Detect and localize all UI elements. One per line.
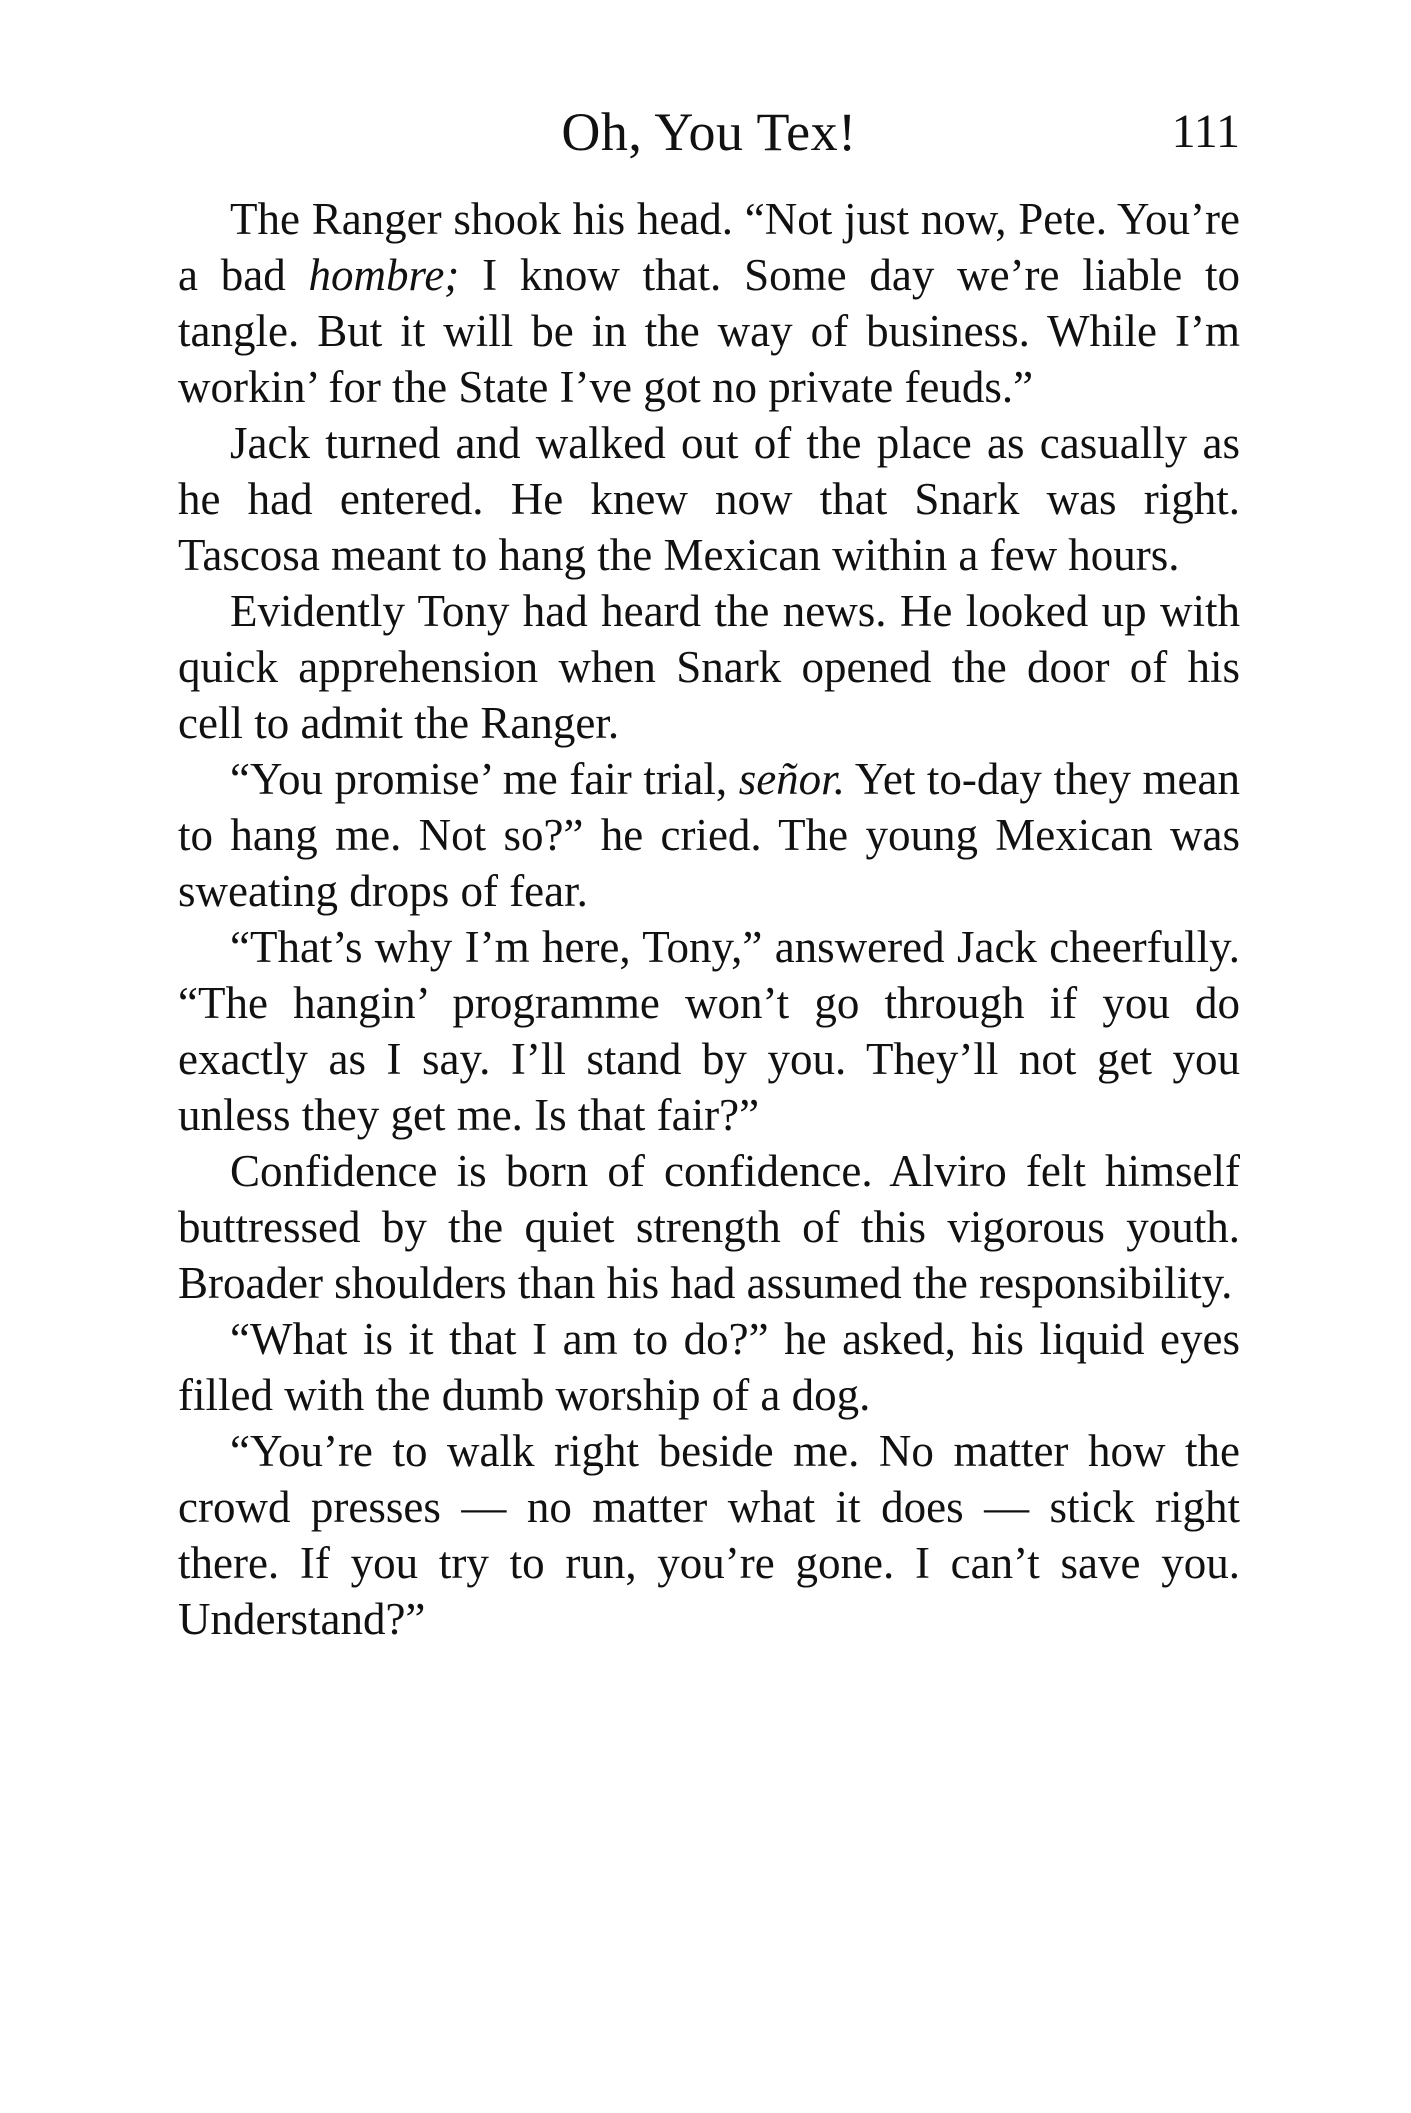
paragraph-text: Yet to-day they mean to hang me. Not so?” he cried. The young Mexican was sweating drops of fear.	[178, 754, 1240, 916]
paragraph-text: “You promise’ me fair trial,	[230, 754, 739, 804]
paragraph	[178, 751, 1240, 919]
paragraph	[178, 1311, 1240, 1423]
paragraph	[178, 1423, 1240, 1647]
paragraph	[178, 191, 1240, 415]
italic-word: hombre;	[308, 250, 460, 300]
page-number: 111	[1171, 105, 1240, 158]
paragraph-text: The Ranger shook his head. “Not just now, Pete. You’re a bad	[178, 194, 1240, 300]
paragraph	[178, 415, 1240, 583]
paragraph-text: “That’s why I’m here, Tony,” answered Jack cheerfully. “The hangin’ programme won’t go through if you do exactly as I say. I’ll stand by you. They’ll not get you unless they get me. Is that fair?”	[178, 922, 1240, 1140]
running-title: Oh, You Tex!	[561, 102, 857, 162]
body-text	[178, 191, 1240, 1647]
paragraph-text: “You’re to walk right beside me. No matter how the crowd presses — no matter what it does — stick right there. If you try to run, you’re gone. I can’t save you. Understand?”	[178, 1426, 1240, 1644]
page-header	[178, 100, 1240, 164]
paragraph-text: Confidence is born of confidence. Alviro felt himself buttressed by the quiet strength of this vigorous youth. Broader shoulders than his had assumed the responsibility.	[178, 1146, 1240, 1308]
paragraph	[178, 583, 1240, 751]
paragraph-text: “What is it that I am to do?” he asked, his liquid eyes filled with the dumb worship of a dog.	[178, 1314, 1240, 1420]
paragraph-text: Jack turned and walked out of the place as casually as he had entered. He knew now that Snark was right. Tascosa meant to hang the Mexican within a few hours.	[178, 418, 1240, 580]
paragraph-text: Evidently Tony had heard the news. He looked up with quick apprehension when Snark opened the door of his cell to admit the Ranger.	[178, 586, 1240, 748]
paragraph	[178, 1143, 1240, 1311]
paragraph	[178, 919, 1240, 1143]
italic-word: señor.	[738, 754, 845, 804]
paragraph-text: I know that. Some day we’re liable to tangle. But it will be in the way of business. While I’m workin’ for the State I’ve got no private feuds.”	[178, 250, 1240, 412]
